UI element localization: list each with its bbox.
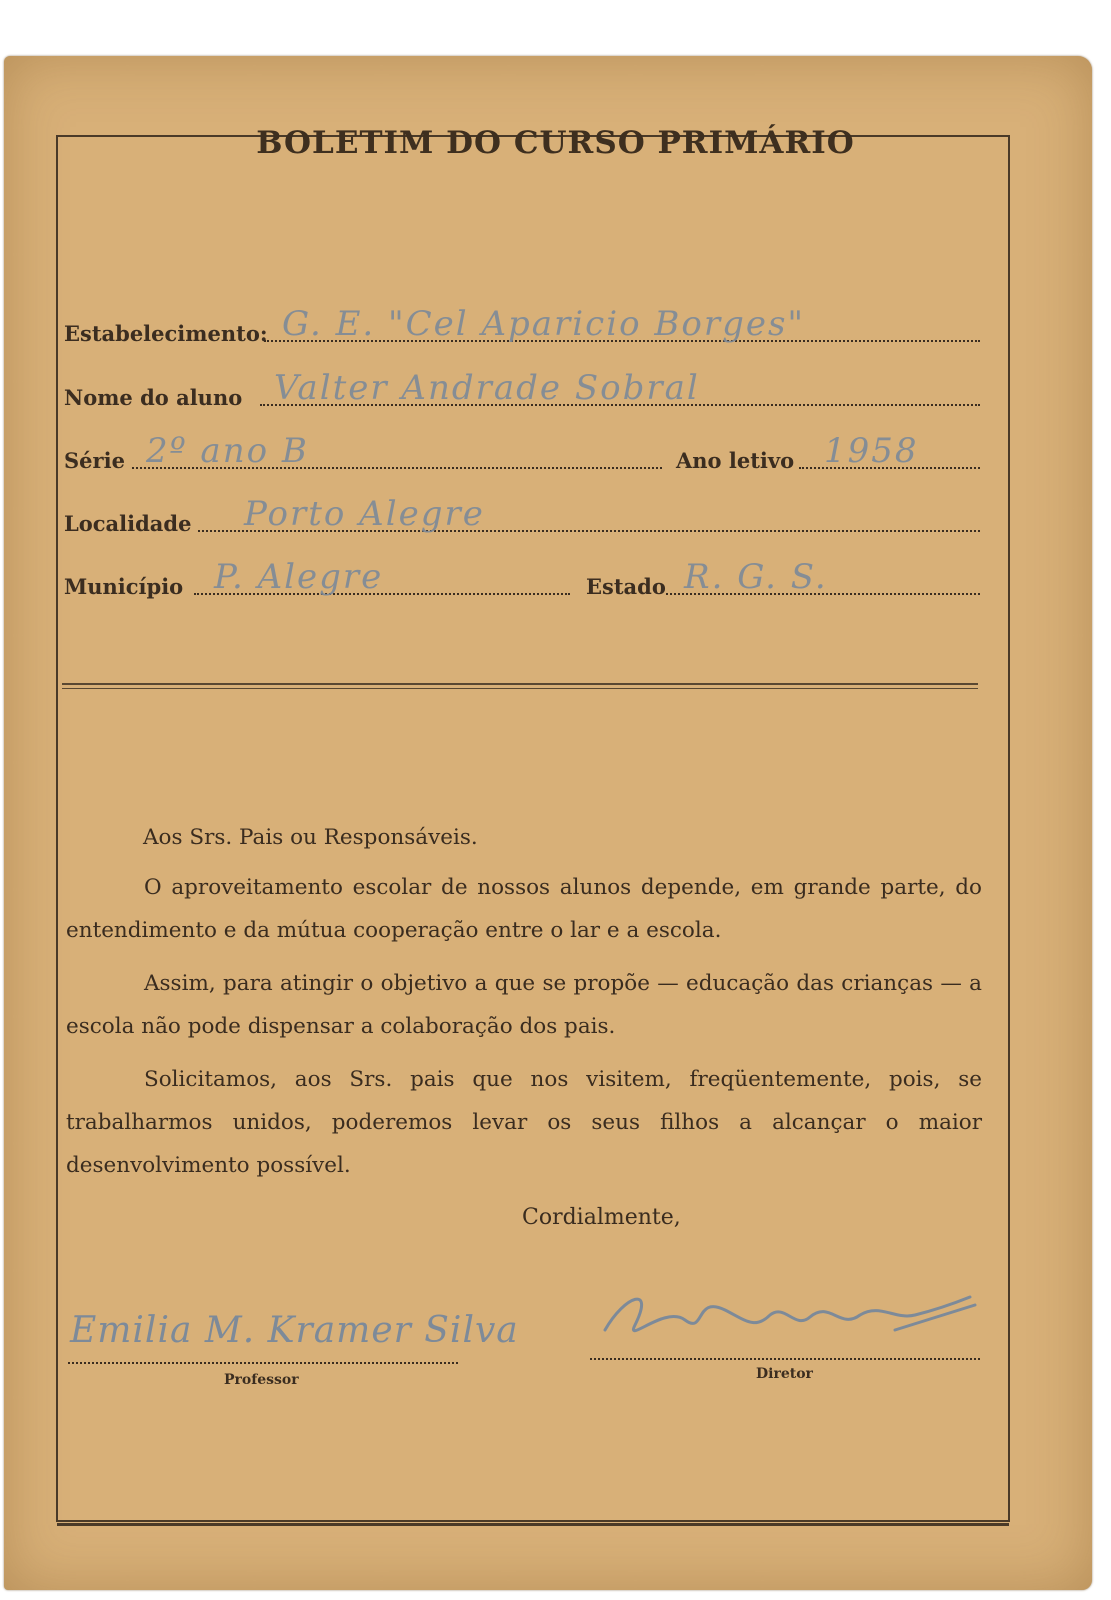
section-divider-thin (62, 688, 978, 689)
field-serie-ano (64, 431, 980, 479)
nome-aluno-label: Nome do aluno (64, 385, 243, 410)
professor-caption: Professor (224, 1372, 299, 1388)
letter-body (66, 866, 982, 1187)
diretor-signature-scribble (595, 1275, 985, 1365)
letter-paragraph-2: Assim, para atingir o objetivo a que se propõe — educação das crianças — a escola não pode dispensar a colaboração dos pais. (66, 971, 982, 1039)
municipio-label: Município (64, 574, 184, 599)
professor-signature-line (68, 1362, 458, 1364)
section-divider (62, 683, 978, 685)
estabelecimento-value: G. E. "Cel Aparicio Borges" (282, 304, 806, 344)
ano-letivo-label: Ano letivo (676, 448, 795, 473)
serie-value: 2º ano B (146, 431, 309, 471)
field-localidade (64, 494, 980, 542)
letter-paragraph-3: Solicitamos, aos Srs. pais que nos visitem, freqüentemente, pois, se trabalharmos unidos, poderemos levar os seus filhos a alcançar o maior desenvolvimento possível. (66, 1067, 982, 1178)
municipio-value: P. Alegre (214, 557, 384, 597)
diretor-caption: Diretor (756, 1366, 813, 1382)
estabelecimento-label: Estabelecimento: (64, 321, 268, 346)
diretor-signature-line (590, 1358, 980, 1360)
estado-label: Estado (586, 574, 666, 599)
letter-paragraph-1: O aproveitamento escolar de nossos alunos depende, em grande parte, do entendimento e da mútua cooperação entre o lar e a escola. (66, 875, 982, 943)
ano-letivo-value: 1958 (824, 431, 919, 471)
field-nome-aluno (64, 368, 980, 416)
nome-aluno-value: Valter Andrade Sobral (274, 368, 700, 408)
estado-value: R. G. S. (684, 557, 828, 597)
letter-greeting: Aos Srs. Pais ou Responsáveis. (143, 825, 478, 850)
diretor-signature (595, 1275, 985, 1369)
serie-label: Série (64, 448, 125, 473)
field-municipio-estado (64, 557, 980, 605)
field-estabelecimento (64, 304, 980, 352)
document-title: BOLETIM DO CURSO PRIMÁRIO (256, 125, 855, 161)
localidade-label: Localidade (64, 511, 192, 536)
letter-closing: Cordialmente, (522, 1205, 681, 1230)
localidade-value: Porto Alegre (244, 494, 485, 534)
professor-signature: Emilia M. Kramer Silva (70, 1310, 519, 1351)
